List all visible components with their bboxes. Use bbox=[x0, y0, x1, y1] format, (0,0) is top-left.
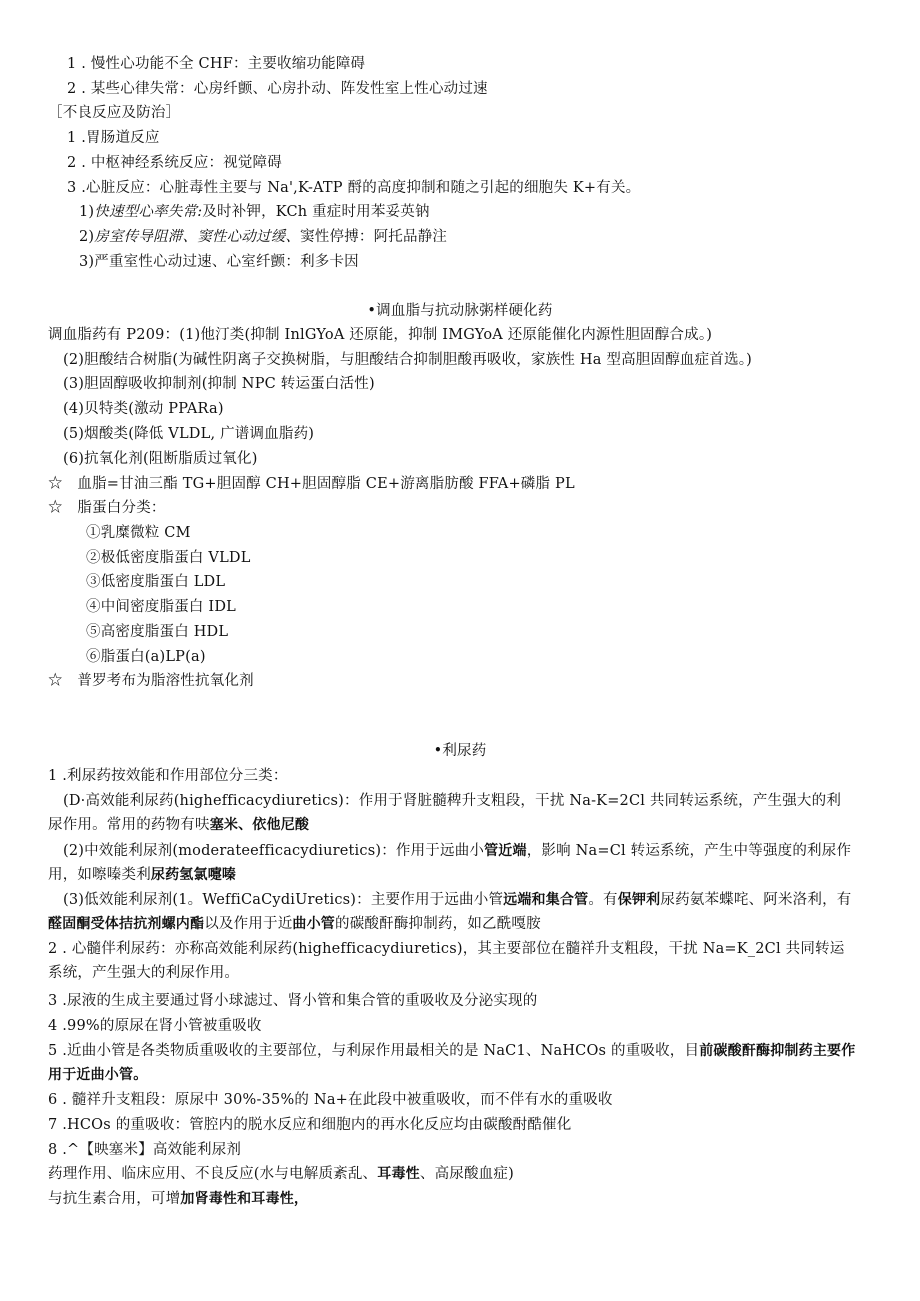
paragraph-text: 与抗生素合用，可增 bbox=[48, 1191, 181, 1207]
subitem-number: 1) bbox=[79, 204, 95, 220]
indication-line-2: 2 . 某些心律失常：心房纤颤、心房扑动、阵发性室上性心动过速 bbox=[67, 81, 488, 97]
lipoprotein-item-3: ③低密度脂蛋白 LDL bbox=[86, 574, 226, 590]
lipoprotein-item-6: ⑥脂蛋白(a)LP(a) bbox=[86, 649, 206, 665]
diuretic-paragraph-low bbox=[48, 888, 863, 936]
antibiotic-combination-line bbox=[48, 1190, 308, 1208]
diuretic-paragraph-moderate bbox=[48, 839, 863, 887]
diuretic-line-6: 6 . 髓祥升支粗段：原尿中 30%-35%的 Na+在此段中被重吸收，而不伴有水的重吸收 bbox=[48, 1092, 613, 1108]
bold-term: 曲小管 bbox=[292, 916, 336, 932]
diuretic-line-7: 7 .HCOs 的重吸收：管腔内的脱水反应和细胞内的再水化反应均由碳酸酎酷催化 bbox=[48, 1117, 572, 1133]
adverse-line-1: 1 .胃肠道反应 bbox=[67, 130, 160, 146]
bold-drug-names: 醛固酮受体拮抗剂螺内酯 bbox=[48, 916, 205, 932]
indication-line-1: 1 . 慢性心功能不全 CHF：主要收缩功能障碍 bbox=[67, 56, 366, 72]
furosemide-summary-line bbox=[48, 1165, 514, 1183]
paragraph-text: ，影响 Na=Cl 转运系统，产生中等强度的利尿作用，如嚓嗪类利 bbox=[48, 843, 852, 883]
lipoprotein-item-5: ⑤高密度脂蛋白 HDL bbox=[86, 624, 229, 640]
adverse-reaction-heading: ［不良反应及防治］ bbox=[48, 105, 181, 121]
star-note-probucol: ☆ 普罗考布为脂溶性抗氧化剂 bbox=[48, 673, 254, 689]
lipid-drug-line-2: (2)胆酸结合树脂(为碱性阴离子交换树脂，与胆酸结合抑制胆酸再吸收，家族性 Ha 型高胆固醇血症首选。) bbox=[63, 352, 753, 368]
bold-drug-names: 尿药氢氯嚏嗪 bbox=[150, 867, 237, 883]
bold-term: 远端和集合管 bbox=[503, 892, 589, 908]
diuretic-line-1: 1 .利尿药按效能和作用部位分三类： bbox=[48, 768, 288, 784]
paragraph-text: 尿药氨苯蝶咤、阿米洛利，有 bbox=[660, 892, 852, 908]
paragraph-text: 的碳酸酐酶抑制药，如乙酰嘎胺 bbox=[335, 916, 541, 932]
lipid-drug-line-5: (5)烟酸类(降低 VLDL, 广谱调血脂药) bbox=[63, 426, 315, 442]
subitem-text: 窦性停搏：阿托品静注 bbox=[300, 229, 448, 245]
bold-term: 保钾利 bbox=[617, 892, 661, 908]
bold-warning: 加肾毒性和耳毒性， bbox=[180, 1191, 309, 1207]
paragraph-text: (D·高效能利尿药(highefficacydiuretics)：作用于肾脏髓稗升支粗段，干扰 Na-K=2Cl 共同转运系统，产生强大的利尿作用。常用的药物有呋 bbox=[48, 793, 842, 833]
paragraph-text: 。有 bbox=[588, 892, 618, 908]
lipid-section-title: •调血脂与抗动脉粥样硬化药 bbox=[367, 303, 553, 319]
bold-term: 管近端 bbox=[484, 843, 527, 859]
paragraph-text: 、高尿酸血症) bbox=[419, 1166, 514, 1182]
adverse-line-2: 2 . 中枢神经系统反应：视觉障碍 bbox=[67, 155, 282, 171]
bold-conclusion: 前碳酸酐酶抑制药主要作用于近曲小管。 bbox=[48, 1043, 856, 1083]
lipid-drug-line-1: 调血脂药有 P209：(1)他汀类(抑制 InlGYoA 还原能，抑制 IMGYoA 还原能催化内源性胆固醇合成。) bbox=[48, 327, 713, 343]
diuretic-line-8: 8 .^【映塞米】高效能利尿剂 bbox=[48, 1142, 242, 1158]
diuretic-paragraph-high bbox=[48, 789, 854, 837]
subitem-number: 2) bbox=[79, 229, 95, 245]
star-note-lipids: ☆ 血脂=甘油三酯 TG+胆固醇 CH+胆固醇脂 CE+游离脂肪酸 FFA+磷脂 PL bbox=[48, 476, 575, 492]
cardiac-subitem-1 bbox=[79, 203, 430, 221]
lipid-drug-line-3: (3)胆固醇吸收抑制剂(抑制 NPC 转运蛋白活性) bbox=[63, 376, 375, 392]
subitem-text: 及时补钾，KCh 重症时用苯妥英钠 bbox=[202, 204, 430, 220]
paragraph-text: (2)中效能利尿剂(moderateefficacydiuretics)：作用于远曲小 bbox=[63, 843, 485, 859]
diuretic-paragraph-proximal bbox=[48, 1039, 863, 1087]
diuretic-section-title: •利尿药 bbox=[433, 743, 487, 759]
lipoprotein-item-1: ①乳糜微粒 CM bbox=[86, 525, 191, 541]
italic-term: 快速型心率失常: bbox=[94, 204, 203, 220]
diuretic-paragraph-loop: 2 . 心髓伴利尿药：亦称高效能利尿药(highefficacydiuretics)，其主要部位在髓祥升支粗段，干扰 Na=K_2Cl 共同转运系统，产生强大的利尿作用。 bbox=[48, 941, 845, 981]
diuretic-line-4: 4 .99%的原尿在肾小管被重吸收 bbox=[48, 1018, 262, 1034]
italic-term: 房室传导阻滞、窦性心动过缓、 bbox=[94, 229, 301, 245]
lipoprotein-item-4: ④中间密度脂蛋白 IDL bbox=[86, 599, 236, 615]
adverse-line-3: 3 .心脏反应：心脏毒性主要与 Na',K-ATP 酹的高度抑制和随之引起的细胞失 K+有关。 bbox=[67, 180, 641, 196]
bold-term: 耳毒性 bbox=[377, 1166, 420, 1182]
paragraph-text: (3)低效能利尿剂(1。WeffiCaCydiUretics)：主要作用于远曲小管 bbox=[63, 892, 504, 908]
cardiac-subitem-2 bbox=[79, 228, 447, 246]
paragraph-text: 以及作用于近 bbox=[204, 916, 293, 932]
star-note-lipoprotein: ☆ 脂蛋白分类： bbox=[48, 500, 166, 516]
lipid-drug-line-4: (4)贝特类(激动 PPARa) bbox=[63, 401, 224, 417]
lipoprotein-item-2: ②极低密度脂蛋白 VLDL bbox=[86, 550, 251, 566]
diuretic-line-3: 3 .尿液的生成主要通过肾小球滤过、肾小管和集合管的重吸收及分泌实现的 bbox=[48, 993, 538, 1009]
bold-drug-names: 塞米、依他尼酸 bbox=[209, 817, 310, 833]
lipid-drug-line-6: (6)抗氧化剂(阻断脂质过氧化) bbox=[63, 451, 258, 467]
paragraph-text: 5 .近曲小管是各类物质重吸收的主要部位，与利尿作用最相关的是 NaC1、NaHCOs 的重吸收，目 bbox=[48, 1043, 700, 1059]
cardiac-subitem-3: 3)严重室性心动过速、心室纤颤：利多卡因 bbox=[79, 254, 359, 270]
paragraph-text: 药理作用、临床应用、不良反应(水与电解质紊乱、 bbox=[48, 1166, 378, 1182]
